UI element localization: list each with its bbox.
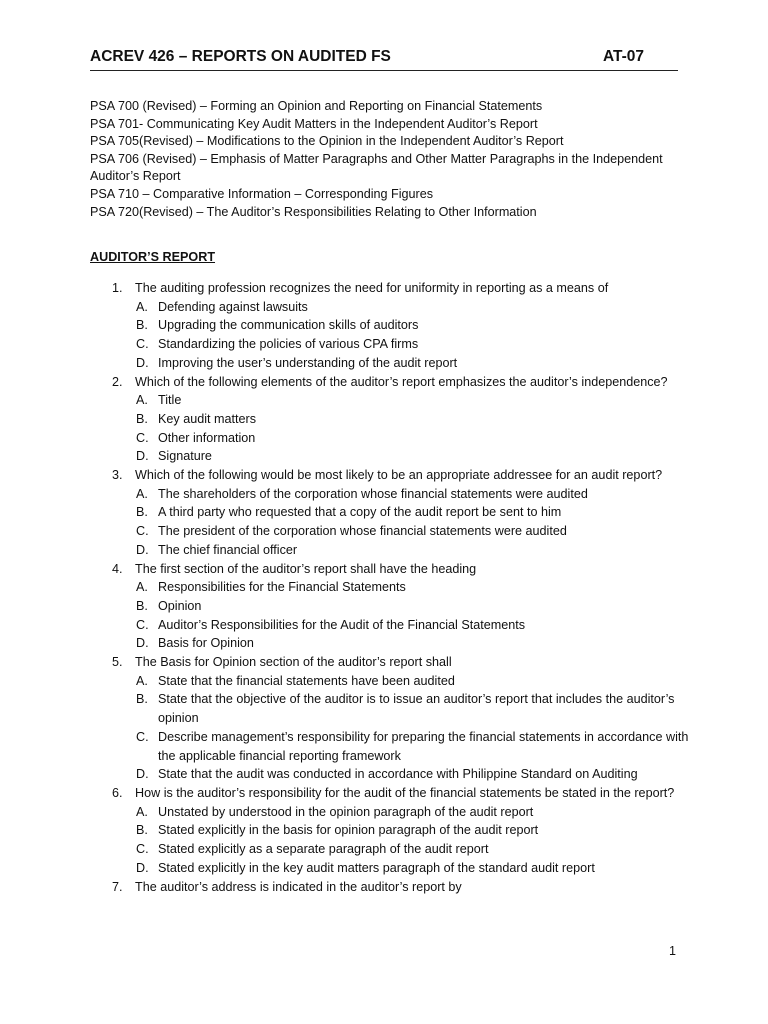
option-text: Responsibilities for the Financial Statements (158, 580, 406, 595)
option-text: Standardizing the policies of various CPA firms (158, 337, 419, 352)
question-text: The first section of the auditor’s report shall have the heading (135, 561, 477, 576)
question-number: 2. (112, 374, 123, 389)
answer-option (90, 616, 690, 635)
reference-line: PSA 706 (Revised) – Emphasis of Matter Paragraphs and Other Matter Paragraphs in the Independent Auditor’s Report (90, 151, 663, 184)
option-text: Opinion (158, 598, 202, 613)
answer-option (90, 335, 690, 354)
question-number: 5. (112, 655, 123, 670)
reference-line: PSA 710 – Comparative Information – Corresponding Figures (90, 186, 434, 201)
question-text: Which of the following elements of the auditor’s report emphasizes the auditor’s independence? (135, 374, 668, 389)
option-letter: B. (136, 318, 148, 333)
option-letter: A. (136, 299, 148, 314)
option-letter: A. (136, 804, 148, 819)
option-letter: D. (136, 860, 149, 875)
answer-option (90, 728, 690, 765)
option-letter: A. (136, 393, 148, 408)
option-text: A third party who requested that a copy of the audit report be sent to him (158, 505, 562, 520)
answer-option (90, 859, 690, 878)
question-text: The auditor’s address is indicated in the auditor’s report by (135, 879, 462, 894)
option-letter: C. (136, 729, 149, 744)
option-letter: C. (136, 842, 149, 857)
answer-option (90, 821, 690, 840)
question-item (90, 784, 690, 803)
option-letter: B. (136, 598, 148, 613)
option-text: Basis for Opinion (158, 636, 254, 651)
section-title: AUDITOR’S REPORT (90, 250, 216, 264)
answer-option (90, 485, 690, 504)
question-number: 1. (112, 281, 123, 295)
option-text: Improving the user’s understanding of the audit report (158, 355, 458, 370)
option-letter: D. (136, 767, 149, 782)
option-letter: D. (136, 449, 149, 464)
answer-option (90, 298, 690, 317)
answer-option (90, 765, 690, 784)
option-letter: B. (136, 505, 148, 520)
question-number: 3. (112, 468, 123, 483)
option-text: The chief financial officer (158, 542, 298, 557)
answer-option (90, 503, 690, 522)
answer-option (90, 803, 690, 822)
reference-line: PSA 700 (Revised) – Forming an Opinion and Reporting on Financial Statements (90, 99, 543, 113)
option-letter: A. (136, 580, 148, 595)
question-text: Which of the following would be most likely to be an appropriate addressee for an audit report? (135, 468, 663, 483)
option-text: Unstated by understood in the opinion paragraph of the audit report (158, 804, 534, 819)
question-text: The Basis for Opinion section of the auditor’s report shall (135, 655, 452, 670)
answer-option (90, 354, 690, 373)
answer-option (90, 672, 690, 691)
question-item (90, 373, 690, 392)
option-letter: C. (136, 617, 149, 632)
reference-line: PSA 705(Revised) – Modifications to the Opinion in the Independent Auditor’s Report (90, 134, 564, 149)
question-list (90, 279, 690, 896)
option-text: Title (158, 393, 182, 408)
question-item (90, 878, 690, 897)
answer-option (90, 316, 690, 335)
option-letter: B. (136, 823, 148, 838)
option-letter: D. (136, 542, 149, 557)
reference-line: PSA 720(Revised) – The Auditor’s Responsibilities Relating to Other Information (90, 204, 537, 219)
page-header (90, 46, 678, 71)
answer-option (90, 578, 690, 597)
question-number: 6. (112, 785, 123, 800)
option-text: Stated explicitly in the basis for opinion paragraph of the audit report (158, 823, 539, 838)
answer-option (90, 690, 690, 727)
option-letter: C. (136, 524, 149, 539)
option-text: Upgrading the communication skills of auditors (158, 318, 419, 333)
module-code: AT-07 (602, 48, 644, 65)
option-letter: B. (136, 411, 148, 426)
option-letter: A. (136, 673, 148, 688)
option-letter: C. (136, 337, 149, 352)
option-text: Signature (158, 449, 212, 464)
option-text: State that the financial statements have been audited (158, 673, 455, 688)
question-text: How is the auditor’s responsibility for the audit of the financial statements be stated in the report? (135, 785, 675, 800)
option-text: Auditor’s Responsibilities for the Audit of the Financial Statements (158, 617, 526, 632)
question-number: 4. (112, 561, 123, 576)
psa-references (90, 98, 680, 221)
answer-option (90, 410, 690, 429)
option-letter: A. (136, 486, 148, 501)
option-text: The shareholders of the corporation whose financial statements were audited (158, 486, 588, 501)
answer-option (90, 597, 690, 616)
question-text: The auditing profession recognizes the need for uniformity in reporting as a means of (135, 281, 609, 295)
question-number: 7. (112, 879, 123, 894)
option-text: State that the objective of the auditor is to issue an auditor’s report that includes the auditor’s opinion (158, 692, 675, 726)
answer-option (90, 391, 690, 410)
option-text: Key audit matters (158, 411, 256, 426)
option-text: State that the audit was conducted in accordance with Philippine Standard on Auditing (158, 767, 638, 782)
course-title: ACREV 426 – REPORTS ON AUDITED FS (90, 48, 391, 65)
reference-line: PSA 701- Communicating Key Audit Matters in the Independent Auditor’s Report (90, 116, 538, 131)
option-text: The president of the corporation whose financial statements were audited (158, 524, 567, 539)
option-text: Defending against lawsuits (158, 299, 308, 314)
question-item (90, 466, 690, 485)
page-number: 1 (669, 944, 677, 958)
answer-option (90, 840, 690, 859)
question-item (90, 653, 690, 672)
option-text: Stated explicitly as a separate paragraph of the audit report (158, 842, 489, 857)
question-item (90, 560, 690, 579)
option-letter: D. (136, 636, 149, 651)
option-text: Stated explicitly in the key audit matters paragraph of the standard audit report (158, 860, 595, 875)
option-text: Describe management’s responsibility for preparing the financial statements in accordance with the applicable financial reporting framework (158, 729, 689, 763)
option-letter: C. (136, 430, 149, 445)
option-letter: B. (136, 692, 148, 707)
answer-option (90, 522, 690, 541)
answer-option (90, 541, 690, 560)
option-text: Other information (158, 430, 256, 445)
option-letter: D. (136, 355, 149, 370)
answer-option (90, 634, 690, 653)
question-item (90, 279, 690, 298)
answer-option (90, 447, 690, 466)
answer-option (90, 429, 690, 448)
